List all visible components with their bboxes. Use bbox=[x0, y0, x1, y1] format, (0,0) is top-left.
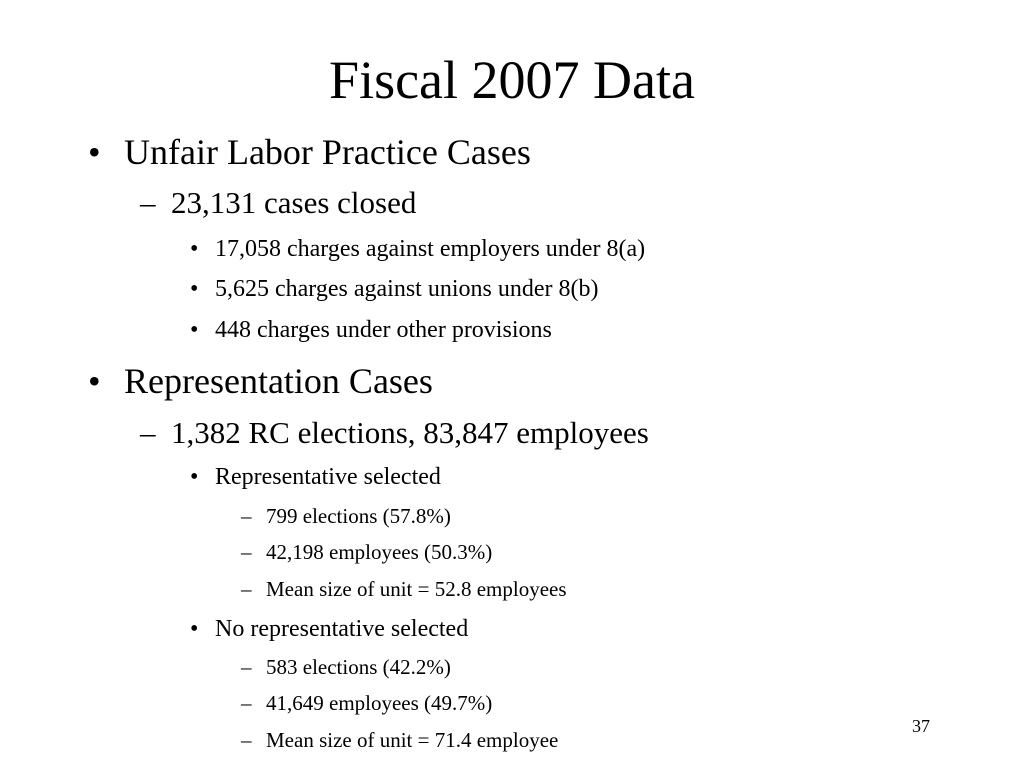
level2-dash: – bbox=[140, 185, 156, 220]
section-heading-ulp: Unfair Labor Practice Cases bbox=[124, 132, 531, 172]
detail-selected-elections: 799 elections (57.8%) bbox=[266, 504, 451, 528]
detail-none-mean-unit: Mean size of unit = 71.4 employee bbox=[266, 728, 559, 752]
group-representative-selected: Representative selected bbox=[215, 464, 441, 490]
page-number: 37 bbox=[912, 716, 930, 736]
detail-selected-employees: 42,198 employees (50.3%) bbox=[266, 540, 493, 564]
summary-rc-elections: 1,382 RC elections, 83,847 employees bbox=[171, 415, 649, 450]
level1-bullet: • bbox=[88, 132, 101, 172]
detail-none-employees: 41,649 employees (49.7%) bbox=[266, 691, 493, 715]
slide-title: Fiscal 2007 Data bbox=[329, 50, 695, 110]
detail-none-elections: 583 elections (42.2%) bbox=[266, 655, 451, 679]
level4-dash: – bbox=[241, 504, 252, 528]
level3-bullet: • bbox=[190, 464, 199, 490]
level1-bullet: • bbox=[88, 361, 101, 401]
level3-bullet: • bbox=[190, 276, 199, 302]
item-other-charges: 448 charges under other provisions bbox=[215, 317, 552, 343]
level4-dash: – bbox=[241, 691, 252, 715]
summary-cases-closed: 23,131 cases closed bbox=[171, 185, 417, 220]
detail-selected-mean-unit: Mean size of unit = 52.8 employees bbox=[266, 577, 567, 601]
item-union-charges: 5,625 charges against unions under 8(b) bbox=[215, 276, 599, 302]
group-no-representative-selected: No representative selected bbox=[215, 616, 469, 642]
item-employer-charges: 17,058 charges against employers under 8(a) bbox=[215, 236, 646, 262]
level4-dash: – bbox=[241, 540, 252, 564]
level3-bullet: • bbox=[190, 236, 199, 262]
level4-dash: – bbox=[241, 577, 252, 601]
section-heading-representation: Representation Cases bbox=[124, 361, 433, 401]
level4-dash: – bbox=[241, 728, 252, 752]
level3-bullet: • bbox=[190, 616, 199, 642]
level4-dash: – bbox=[241, 655, 252, 679]
level3-bullet: • bbox=[190, 317, 199, 343]
level2-dash: – bbox=[140, 415, 156, 450]
